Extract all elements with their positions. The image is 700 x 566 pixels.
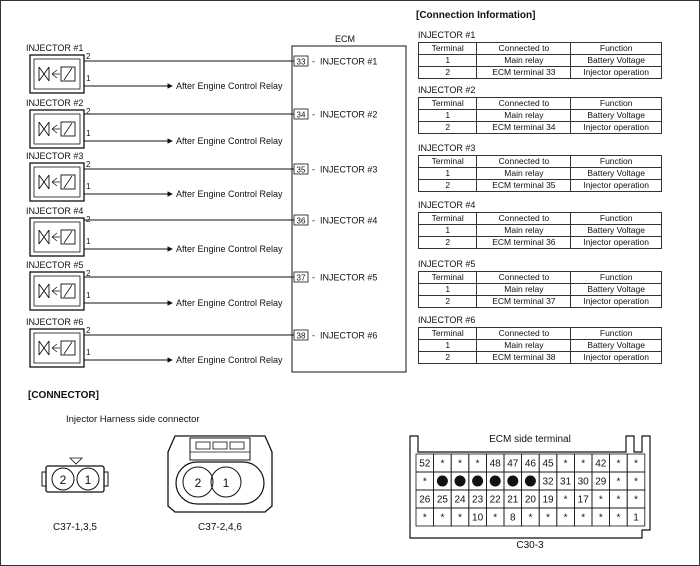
table-row — [419, 284, 662, 296]
terminal-number: * — [528, 512, 533, 524]
ecm-injector-label: INJECTOR #5 — [320, 272, 378, 283]
connection-block-title: INJECTOR #5 — [418, 259, 476, 269]
terminal-number: * — [581, 458, 586, 470]
ecm-dash: - — [312, 109, 315, 120]
connection-block-title: INJECTOR #6 — [418, 315, 476, 325]
table-row — [419, 352, 662, 364]
terminal-number: 29 — [595, 476, 607, 488]
terminal-number: * — [634, 458, 638, 470]
injector-name: INJECTOR #3 — [26, 151, 84, 161]
terminal-number: 8 — [510, 512, 516, 524]
column-header: Terminal — [419, 156, 477, 168]
plugged-terminal-dot — [507, 476, 518, 487]
table-cell: Injector operation — [571, 180, 662, 192]
plugged-terminal-dot — [472, 476, 483, 487]
injector-circuit — [26, 151, 377, 201]
column-header: Connected to — [477, 328, 571, 340]
terminal-number: * — [546, 512, 550, 524]
table-row — [419, 67, 662, 79]
column-header: Function — [571, 272, 662, 284]
valve-icon — [39, 175, 49, 189]
connection-block — [418, 315, 662, 364]
ecm-injector-label: INJECTOR #3 — [320, 164, 378, 175]
table-cell: Battery Voltage — [571, 340, 662, 352]
table-cell: 1 — [419, 340, 477, 352]
injector-circuit — [26, 206, 377, 256]
table-row — [419, 168, 662, 180]
injector-name: INJECTOR #1 — [26, 43, 84, 53]
harness-pin-1: 1 — [84, 473, 92, 487]
table-cell: 1 — [419, 284, 477, 296]
table-cell: 2 — [419, 67, 477, 79]
terminal-number: 22 — [489, 494, 501, 506]
valve-icon — [39, 122, 49, 136]
connection-block-title: INJECTOR #2 — [418, 85, 476, 95]
column-header: Function — [571, 156, 662, 168]
ecm-injector-label: INJECTOR #4 — [320, 215, 378, 226]
plugged-terminal-dot — [437, 476, 448, 487]
table-cell: Battery Voltage — [571, 225, 662, 237]
plugged-terminal-dot — [455, 476, 466, 487]
table-row — [419, 225, 662, 237]
table-cell: Injector operation — [571, 122, 662, 134]
connection-block — [418, 259, 662, 308]
terminal-number: * — [616, 512, 621, 524]
terminal-number: 1 — [633, 512, 639, 524]
table-header-row — [419, 98, 662, 110]
table-cell: 2 — [419, 352, 477, 364]
ecm-injector-label: INJECTOR #1 — [320, 56, 378, 67]
ecm-dash: - — [312, 272, 315, 283]
table-cell: 1 — [419, 225, 477, 237]
table-cell: Battery Voltage — [571, 284, 662, 296]
table-cell: ECM terminal 33 — [477, 67, 571, 79]
terminal-number: * — [581, 512, 586, 524]
plugged-terminal-dot — [490, 476, 501, 487]
column-header: Connected to — [477, 213, 571, 225]
table-header-row — [419, 213, 662, 225]
ecm-dash: - — [312, 164, 315, 175]
terminal-number: 25 — [436, 494, 448, 506]
relay-label: After Engine Control Relay — [176, 136, 283, 146]
terminal-number: * — [598, 494, 603, 506]
pin-bottom: 1 — [86, 74, 91, 83]
terminal-number: 26 — [419, 494, 431, 506]
valve-icon — [39, 284, 49, 298]
table-cell: Main relay — [477, 55, 571, 67]
connection-table — [418, 97, 662, 134]
terminal-number: * — [616, 458, 621, 470]
connection-table — [418, 155, 662, 192]
injector-name: INJECTOR #4 — [26, 206, 84, 216]
table-cell: Main relay — [477, 340, 571, 352]
table-cell: 1 — [419, 168, 477, 180]
table-cell: Injector operation — [571, 352, 662, 364]
column-header: Terminal — [419, 98, 477, 110]
terminal-number: 21 — [507, 494, 519, 506]
table-cell: 2 — [419, 122, 477, 134]
pin-top: 2 — [86, 107, 91, 116]
table-row — [419, 180, 662, 192]
table-cell: ECM terminal 37 — [477, 296, 571, 308]
relay-label: After Engine Control Relay — [176, 81, 283, 91]
injector-circuits — [26, 43, 377, 367]
terminal-number: 17 — [577, 494, 589, 506]
table-cell: 1 — [419, 55, 477, 67]
table-cell: ECM terminal 35 — [477, 180, 571, 192]
relay-label: After Engine Control Relay — [176, 244, 283, 254]
table-cell: ECM terminal 36 — [477, 237, 571, 249]
terminal-number: 46 — [524, 458, 536, 470]
table-cell: Battery Voltage — [571, 55, 662, 67]
table-cell: Main relay — [477, 284, 571, 296]
connection-block — [418, 85, 662, 134]
injector-name: INJECTOR #5 — [26, 260, 84, 270]
table-header-row — [419, 156, 662, 168]
terminal-number: * — [422, 512, 427, 524]
terminal-number: * — [440, 512, 445, 524]
table-row — [419, 110, 662, 122]
table-row — [419, 296, 662, 308]
column-header: Function — [571, 213, 662, 225]
column-header: Terminal — [419, 43, 477, 55]
terminal-number: 42 — [595, 458, 607, 470]
plugged-terminal-dot — [525, 476, 536, 487]
injector-name: INJECTOR #2 — [26, 98, 84, 108]
connector-section-title: [CONNECTOR] — [28, 390, 99, 401]
terminal-number: 23 — [472, 494, 484, 506]
terminal-number: 24 — [454, 494, 466, 506]
ecm-side-connector — [410, 436, 650, 538]
ecm-pin-number: 38 — [296, 331, 306, 341]
valve-icon — [39, 230, 49, 244]
table-cell: Injector operation — [571, 67, 662, 79]
terminal-number: * — [616, 476, 621, 488]
ecm-pin-number: 35 — [296, 165, 306, 175]
table-header-row — [419, 43, 662, 55]
injector-name: INJECTOR #6 — [26, 317, 84, 327]
terminal-number: * — [616, 494, 621, 506]
pin-bottom: 1 — [86, 129, 91, 138]
valve-icon — [39, 341, 49, 355]
pin-bottom: 1 — [86, 237, 91, 246]
connection-table — [418, 212, 662, 249]
terminal-number: 48 — [489, 458, 501, 470]
terminal-number: * — [634, 494, 638, 506]
key-triangle-icon — [70, 458, 82, 464]
terminal-number: * — [634, 476, 638, 488]
terminal-grid — [416, 454, 645, 526]
relay-label: After Engine Control Relay — [176, 355, 283, 365]
harness-connector-label: Injector Harness side connector — [66, 414, 200, 425]
terminal-number: * — [422, 476, 427, 488]
connection-info-title: [Connection Information] — [416, 10, 536, 21]
ecm-box — [292, 46, 406, 372]
table-cell: ECM terminal 34 — [477, 122, 571, 134]
ecm-injector-label: INJECTOR #6 — [320, 330, 378, 341]
connector-c37-135 — [42, 458, 108, 492]
table-cell: 2 — [419, 296, 477, 308]
table-cell: ECM terminal 38 — [477, 352, 571, 364]
ecm-side-terminal-label: ECM side terminal — [489, 434, 571, 445]
connector-code-c37-135: C37-1,3,5 — [53, 522, 97, 533]
ecm-dash: - — [312, 56, 315, 67]
table-cell: 2 — [419, 237, 477, 249]
column-header: Connected to — [477, 156, 571, 168]
ecm-pin-number: 34 — [296, 110, 306, 120]
table-cell: 2 — [419, 180, 477, 192]
terminal-number: * — [563, 458, 568, 470]
column-header: Connected to — [477, 43, 571, 55]
ecm-pin-number: 37 — [296, 273, 306, 283]
ecm-label: ECM — [335, 34, 355, 44]
relay-label: After Engine Control Relay — [176, 189, 283, 199]
column-header: Function — [571, 43, 662, 55]
ecm-injector-label: INJECTOR #2 — [320, 109, 378, 120]
column-header: Terminal — [419, 272, 477, 284]
table-cell: Battery Voltage — [571, 110, 662, 122]
ecm-dash: - — [312, 330, 315, 341]
pin-top: 2 — [86, 52, 91, 61]
connection-block-title: INJECTOR #4 — [418, 200, 476, 210]
table-row — [419, 237, 662, 249]
terminal-number: 20 — [524, 494, 536, 506]
table-cell: Injector operation — [571, 237, 662, 249]
pin-bottom: 1 — [86, 348, 91, 357]
connector-code-c30-3: C30-3 — [516, 540, 544, 551]
injector-circuit — [26, 317, 377, 367]
column-header: Function — [571, 328, 662, 340]
connection-block-title: INJECTOR #1 — [418, 30, 476, 40]
connection-block — [418, 200, 662, 249]
pin-top: 2 — [86, 269, 91, 278]
terminal-number: 32 — [542, 476, 554, 488]
terminal-number: 30 — [577, 476, 589, 488]
connector-c37-246 — [168, 436, 272, 512]
valve-icon — [39, 67, 49, 81]
terminal-number: * — [458, 512, 462, 524]
ecm-pin-number: 36 — [296, 216, 306, 226]
table-cell: Battery Voltage — [571, 168, 662, 180]
column-header: Connected to — [477, 98, 571, 110]
pin-bottom: 1 — [86, 182, 91, 191]
terminal-number: 45 — [542, 458, 554, 470]
ecm-dash: - — [312, 215, 315, 226]
relay-label: After Engine Control Relay — [176, 298, 283, 308]
pin-top: 2 — [86, 160, 91, 169]
pin-top: 2 — [86, 326, 91, 335]
table-cell: 1 — [419, 110, 477, 122]
terminal-number: 10 — [472, 512, 484, 524]
injector-circuit — [26, 98, 377, 148]
column-header: Terminal — [419, 213, 477, 225]
connection-table — [418, 327, 662, 364]
table-header-row — [419, 272, 662, 284]
terminal-number: 52 — [419, 458, 431, 470]
ecm-pin-number: 33 — [296, 57, 306, 67]
connection-table — [418, 42, 662, 79]
harness-pin-2: 2 — [59, 473, 67, 487]
terminal-number: 19 — [542, 494, 554, 506]
table-row — [419, 122, 662, 134]
terminal-number: * — [440, 458, 445, 470]
connection-table — [418, 271, 662, 308]
injector-circuit — [26, 260, 377, 310]
harness-pin-1-b: 1 — [222, 476, 230, 490]
table-cell: Main relay — [477, 110, 571, 122]
pin-top: 2 — [86, 215, 91, 224]
column-header: Connected to — [477, 272, 571, 284]
terminal-number: * — [598, 512, 603, 524]
terminal-number: * — [493, 512, 498, 524]
table-header-row — [419, 328, 662, 340]
connector-code-c37-246: C37-2,4,6 — [198, 522, 242, 533]
terminal-number: 47 — [507, 458, 519, 470]
terminal-number: * — [458, 458, 462, 470]
pin-bottom: 1 — [86, 291, 91, 300]
terminal-number: * — [475, 458, 480, 470]
column-header: Terminal — [419, 328, 477, 340]
connection-block — [418, 143, 662, 192]
connection-block-title: INJECTOR #3 — [418, 143, 476, 153]
table-row — [419, 340, 662, 352]
table-cell: Main relay — [477, 225, 571, 237]
table-cell: Main relay — [477, 168, 571, 180]
column-header: Function — [571, 98, 662, 110]
terminal-number: 31 — [560, 476, 572, 488]
harness-pin-2-b: 2 — [194, 476, 202, 490]
table-row — [419, 55, 662, 67]
terminal-number: * — [563, 494, 568, 506]
injector-circuit — [26, 43, 377, 93]
connection-block — [418, 30, 662, 79]
table-cell: Injector operation — [571, 296, 662, 308]
terminal-number: * — [563, 512, 568, 524]
